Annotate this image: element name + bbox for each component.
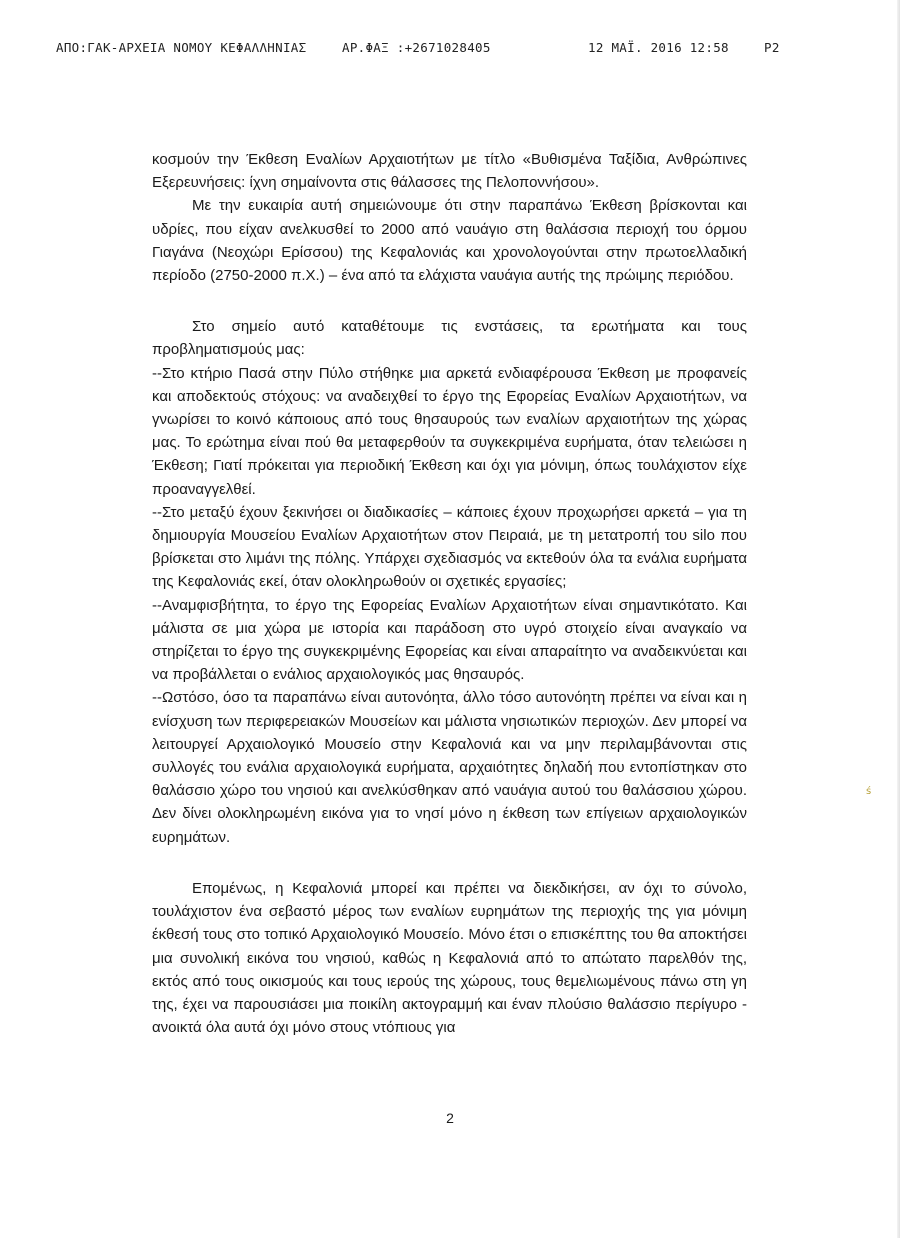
scan-speck: ś [866, 786, 872, 797]
paragraph-ephorate-work: --Αναμφισβήτητα, το έργο της Εφορείας Εναλίων Αρχαιοτήτων είναι σημαντικότατο. Και μάλιστα σε μια χώρα με ιστορία και παράδοση στο υγρό στοιχείο είναι αναγκαίο να στηρίζεται το έργο της συγκεκριμένης Εφορείας και είναι απαραίτητο να αναδεικνύεται και να προβάλλεται ο ενάλιος αρχαιολογικός μας θησαυρός. [152, 596, 747, 684]
paragraph-hydriae: Με την ευκαιρία αυτή σημειώνουμε ότι στην παραπάνω Έκθεση βρίσκονται και υδρίες, που είχαν ανελκυσθεί το 2000 από ναυάγιο στη θαλάσσια περιοχή του όρμου Γιαγάνα (Νεοχώρι Ερίσσου) της Κεφαλονιάς και χρονολογούνται στην πρωτοελλαδική περίοδο (2750-2000 π.Χ.) – ένα από τα ελάχιστα ναυάγια αυτής της πρώιμης περιόδου. [152, 197, 747, 285]
paragraph-regional-museums: --Ωστόσο, όσο τα παραπάνω είναι αυτονόητα, άλλο τόσο αυτονόητη πρέπει να είναι και η ενίσχυση των περιφερειακών Μουσείων και μάλιστα νησιωτικών περιοχών. Δεν μπορεί να λειτουργεί Αρχαιολογικό Μουσείο στην Κεφαλονιά και να μην περιλαμβάνονται στις συλλογές του ενάλια αρχαιολογικά ευρήματα, αρχαιότητες δηλαδή που εντοπίστηκαν στο θαλάσσιο χώρο του νησιού και ανελκύσθηκαν από ναυάγια αυτού του θαλάσσιου χώρου. Δεν δίνει ολοκληρωμένη εικόνα για το νησί μόνο η έκθεση των επίγειων αρχαιολογικών ευρημάτων. [152, 689, 747, 846]
paragraph-conclusion: Επομένως, η Κεφαλονιά μπορεί και πρέπει να διεκδικήσει, αν όχι το σύνολο, τουλάχιστον ένα σεβαστό μέρος των εναλίων ευρημάτων της περιοχής της για μόνιμη έκθεσή τους στο τοπικό Αρχαιολογικό Μουσείο. Μόνο έτσι ο επισκέπτης του θα αποκτήσει μια συνολική εικόνα του νησιού, καθώς η Κεφαλονιά από το απώτατο παρελθόν της, εκτός από τους οικισμούς και τους ιερούς της χώρους, τους θεμελιωμένους πάνω στη γη της, έχει να παρουσιάσει μια ποικίλη ακτογραμμή και έναν πλούσιο θαλάσσιο περίγυρο - ανοικτά όλα αυτά όχι μόνο στους ντόπιους για [152, 879, 747, 1037]
fax-header [56, 40, 796, 60]
paragraph-pylos-exhibition: --Στο κτήριο Πασά στην Πύλο στήθηκε μια αρκετά ενδιαφέρουσα Έκθεση με προφανείς και αποδεκτούς στόχους: να αναδειχθεί το έργο της Εφορείας Εναλίων Αρχαιοτήτων, να γνωρίσει το κοινό κάποιους από τους θησαυρούς των εναλίων αρχαιοτήτων της χώρας μας. Το ερώτημα είναι πού θα μεταφερθούν τα συγκεκριμένα ευρήματα, όταν τελειώσει η Έκθεση; Γιατί πρόκειται για περιοδική Έκθεση και όχι για μόνιμη, όπως τουλάχιστον είχε προαναγγελθεί. [152, 364, 747, 498]
paragraph-objections-intro: Στο σημείο αυτό καταθέτουμε τις ενστάσεις, τα ερωτήματα και τους προβληματισμούς μας: [152, 318, 747, 359]
fax-number: ΑΡ.ΦΑΞ :+2671028405 [342, 40, 491, 55]
paragraph-continuation: κοσμούν την Έκθεση Εναλίων Αρχαιοτήτων με τίτλο «Βυθισμένα Ταξίδια, Ανθρώπινες Εξερευνήσεις: ίχνη σημαίνοντα στις θάλασσες της Πελοποννήσου». [152, 151, 747, 192]
fax-datetime: 12 ΜΑΪ. 2016 12:58 [588, 40, 729, 55]
fax-page: P2 [764, 40, 780, 55]
paragraph-piraeus-museum: --Στο μεταξύ έχουν ξεκινήσει οι διαδικασίες – κάποιες έχουν προχωρήσει αρκετά – για τη δημιουργία Μουσείου Εναλίων Αρχαιοτήτων στον Πειραιά, με τη μετατροπή του silo που βρίσκεται στο λιμάνι της πόλης. Υπάρχει σχεδιασμός να εκτεθούν όλα τα ενάλια ευρήματα της Κεφαλονιάς εκεί, όταν ολοκληρωθούν οι σχετικές εργασίες; [152, 503, 747, 591]
fax-sender: ΑΠΟ:ΓΑΚ-ΑΡΧΕΙΑ ΝΟΜΟΥ ΚΕΦΑΛΛΗΝΙΑΣ [56, 40, 307, 55]
page-number: 2 [446, 1110, 454, 1126]
document-body [152, 148, 747, 1039]
